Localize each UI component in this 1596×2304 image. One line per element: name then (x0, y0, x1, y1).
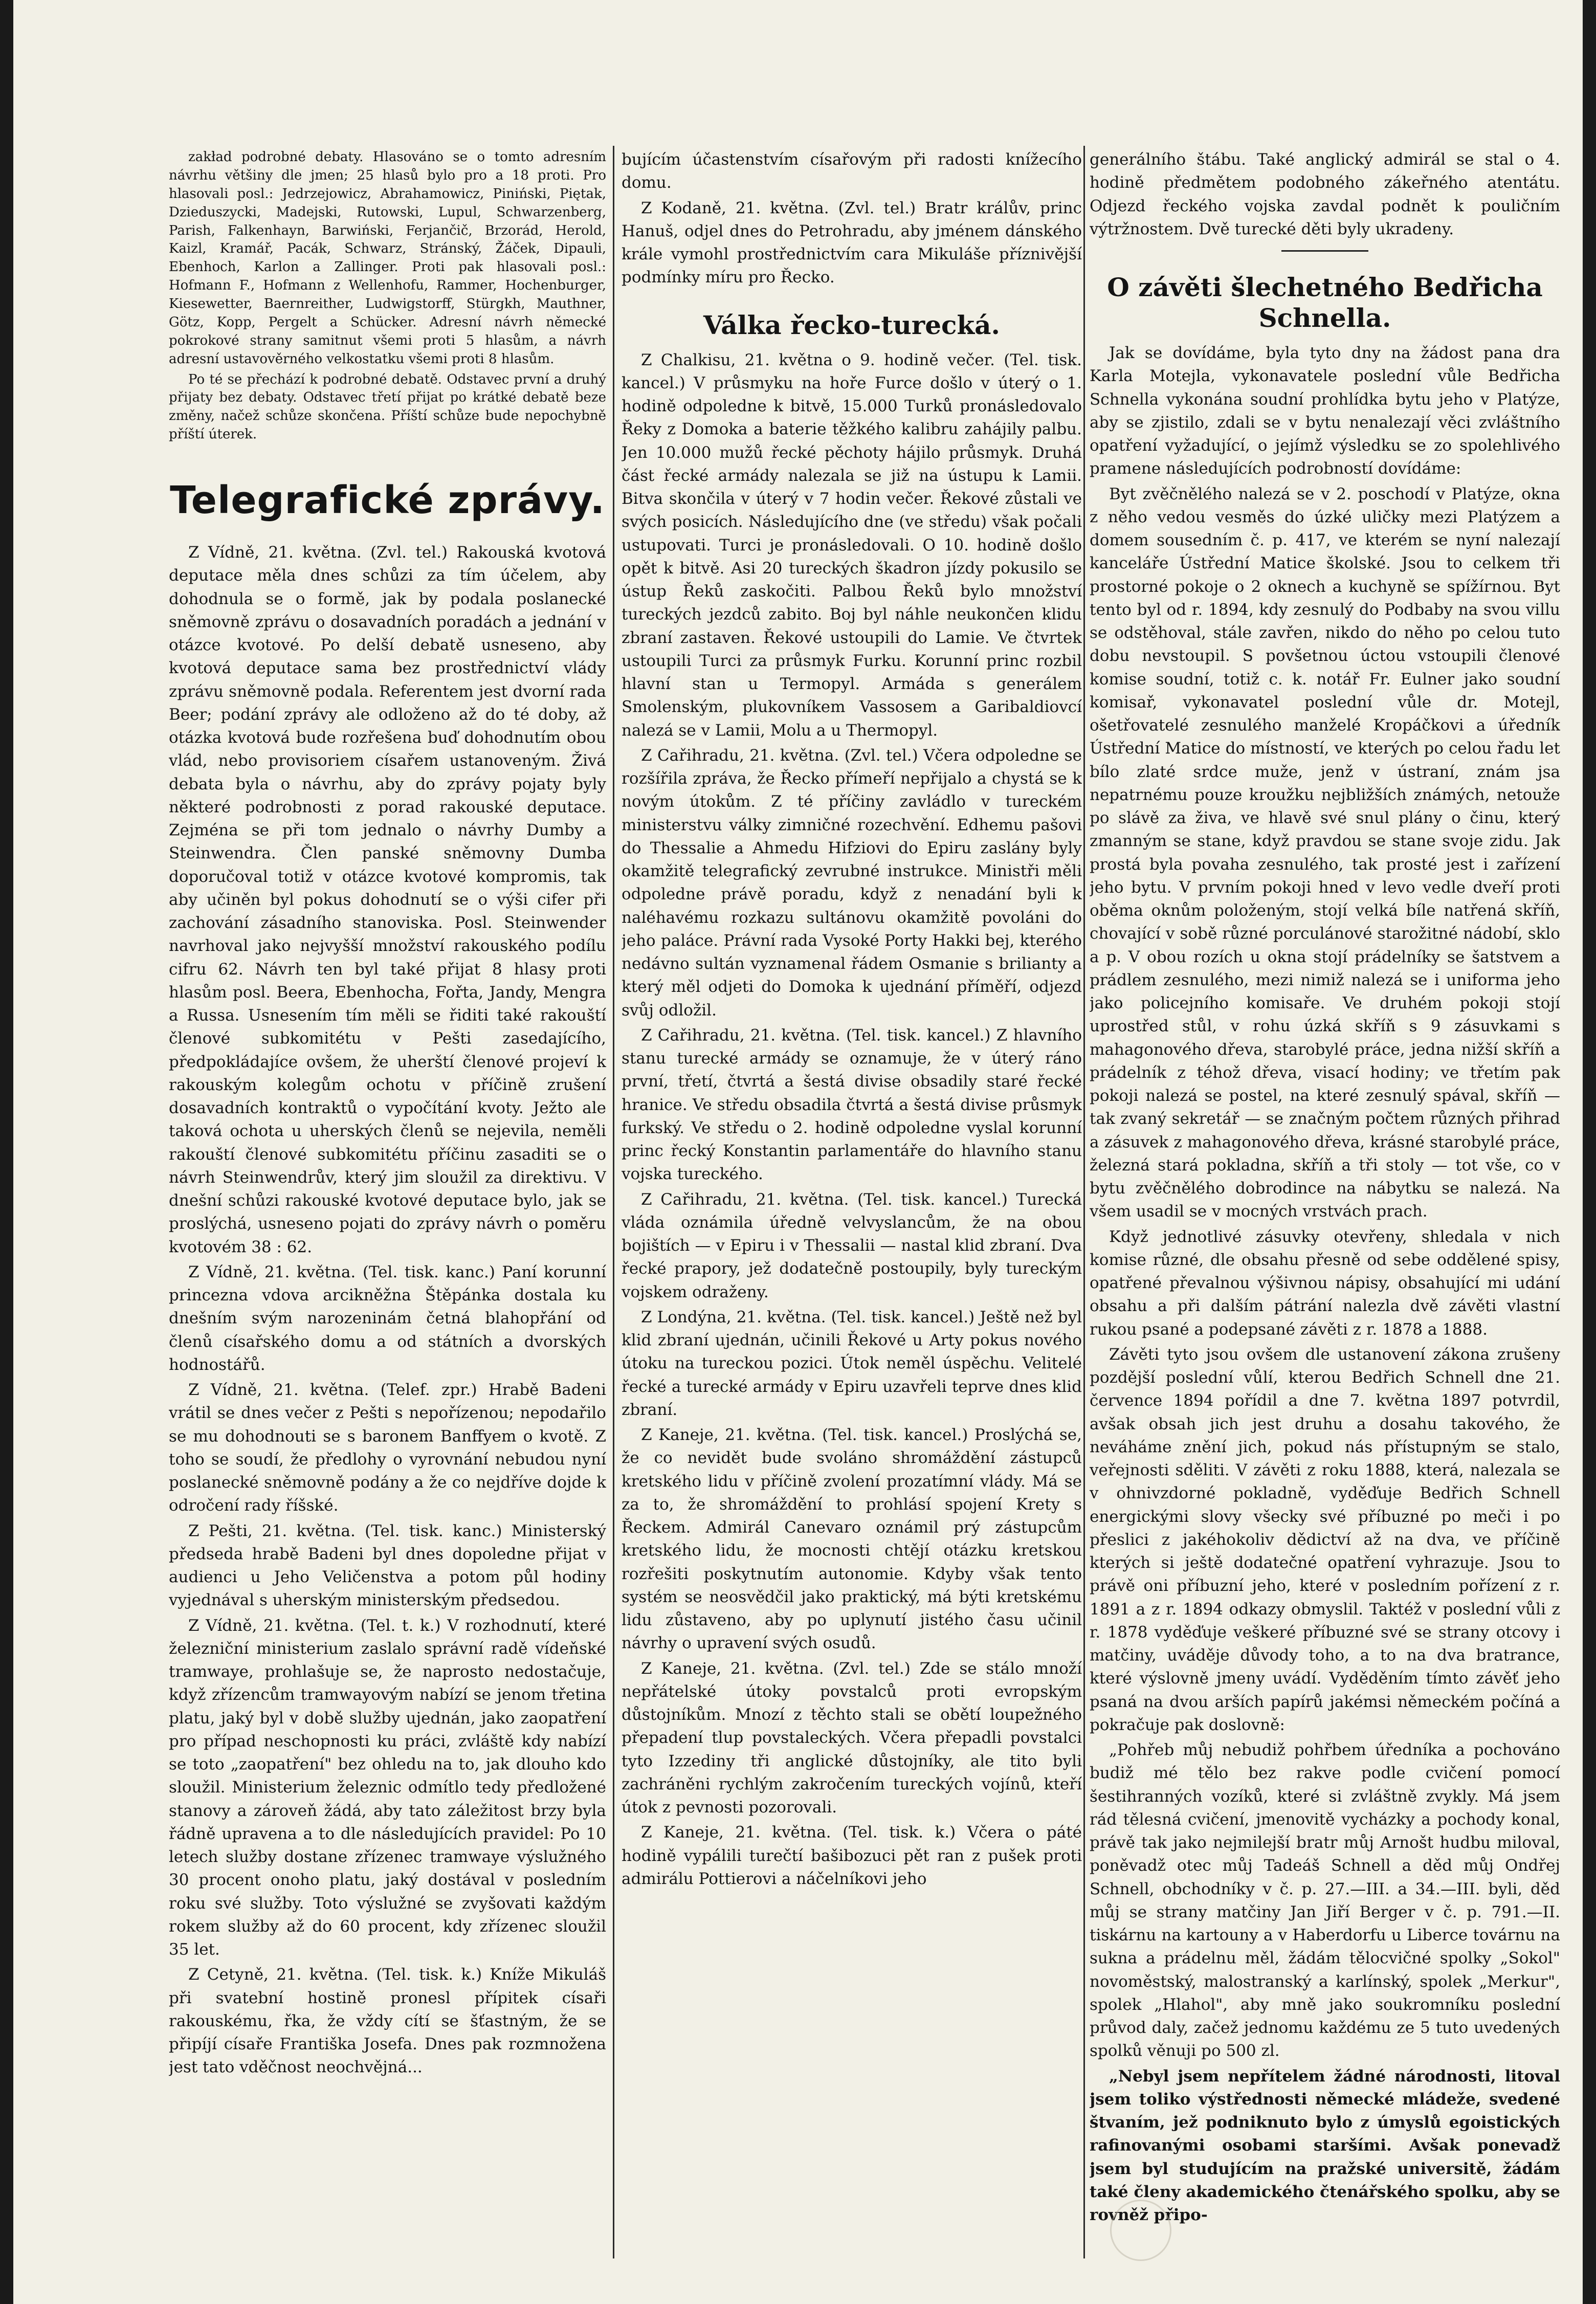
article-paragraph: Jak se dovídáme, byla tyto dny na žádost pana dra Karla Motejla, vykonavatele poslední vůle Bedřicha Schnella vykonána soudní prohlídka bytu jeho v Platýze, aby se zjistilo, zdali se v bytu nenalezají věci zvláštního opatření vyžadující, o jejímž výsledku se zo spolehlivého pramene následujících podrobností dovídáme: (1090, 344, 1560, 478)
telegram-item: Z Pešti, 21. května. (Tel. tisk. kanc.) Ministerský předseda hrabě Badeni byl dnes dopoledne přijat v audienci u Jeho Veličenstva a potom půl hodiny vyjednával s uherským ministerským předsedou. (169, 1521, 606, 1610)
article-paragraph: Když jednotlivé zásuvky otevřeny, shledala v nich komise různé, dle obsahu přesně od sebe oddělené spisy, opatřené převalnou výšivnou nápisy, obsahující mi udání obsahu a při dalším pátrání nalezla dvě závěti vlastní rukou psané a podepsané závěti z r. 1878 a 1888. (1090, 1227, 1560, 1339)
continued-text: bujícím účastenstvím císařovým při radosti knížecího domu. (622, 150, 1082, 192)
article-paragraph: „Pohřeb můj nebudiž pohřbem úředníka a pochováno budiž mé tělo bez rakve podle cvičení pomocí šestihranných vozíků, které si zvláštně zvykly. Má jsem rád tělesná cvičení, jmenovitě vycházky a pochody konal, právě tak jako nejmilejší bratr můj Arnošt hudbu miloval, poněvadž otec můj Tadeáš Schnell a děd můj Ondřej Schnell, obchodníky v č. p. 27.—III. a 34.—III. byli, děd můj se strany matčiny Jan Jiří Berger v č. p. 791.—II. tiskárnu na kartouny a v Haberdorfu u Liberce továrnu na sukna a prádelnu měl, žádám tělocvičné spolky „Sokol" novoměstský, malostranský a karlínský, spolek „Merkur", spolek „Hlahol", aby mně jako soukromníku poslední průvod daly, začež jednomu každému ze 5 tuto uvedených spolků věnuji po 500 zl. (1090, 1741, 1560, 2061)
war-report-item: Z Kaneje, 21. května. (Tel. tisk. kancel.) Proslýchá se, že co nevidět bude svoláno shromáždění zástupců kretského lidu v příčině zvolení prozatímní vlády. Má se za to, že shromáždění to prohlásí spojení Krety s Řeckem. Admirál Canevaro oznámil prý zástupcům kretského lidu, že mocnosti chtějí otázku kretskou rozřešiti poskytnutím autonomie. Kdyby však tento systém se neosvědčil jako praktický, má býti kretskému lidu zůstaveno, aby po uplynutí jistého času učinil návrhy o upravení svých osudů. (622, 1426, 1082, 1653)
war-report-item: Z Cařihradu, 21. května. (Tel. tisk. kancel.) Z hlavního stanu turecké armády se oznamuje, že v úterý ráno první, třetí, čtvrtá a šestá divise obsadily staré řecké hranice. Ve středu obsadila čtvrtá a šestá divise průsmyk furkský. Ve středu o 2. hodině odpoledne vyslal korunní princ řecký Konstantin parlamentáře do hlavního stanu vojska tureckého. (622, 1026, 1082, 1184)
column-divider (613, 146, 614, 2258)
war-report-item: Z Londýna, 21. května. (Tel. tisk. kancel.) Ještě než byl klid zbraní ujednán, učinili Řekové u Arty pokus nového útoku na tureckou pozici. Útok neměl úspěchu. Velitelé řecké a turecké armády v Epiru uzavřeli teprve dnes klid zbraní. (622, 1308, 1082, 1419)
telegram-item: Z Vídně, 21. května. (Telef. zpr.) Hrabě Badeni vrátil se dnes večer z Pešti s nepořízenou; nepodařilo se mu dohodnouti se s baronem Banffyem o kvotě. Z toho se soudí, že předlohy o vyrovnání nebudou nyní poslanecké sněmovně podány a že co nejdříve dojde k odročení rady říšské. (169, 1381, 606, 1515)
article-paragraph: „Nebyl jsem nepřítelem žádné národnosti, litoval jsem toliko výstřednosti německé mládeže, svedené štvaním, jež podniknuto bylo z úmyslů egoistických rafinovanými osobami staršími. Avšak ponevadž jsem byl studujícím na pražské universitě, žádám také členy akademického čtenářského spolku, aby se rovněž připo- (1090, 2067, 1560, 2224)
telegram-item: Z Cetyně, 21. května. (Tel. tisk. k.) Kníže Mikuláš při svatební hostině pronesl přípitek císaři rakouskému, řka, že vždy cítí se šťastným, že se připíjí císaře Františka Josefa. Dnes pak rozmnožena jest tato vděčnost neochvějná... (169, 1965, 606, 2077)
article-paragraph: Byt zvěčnělého nalezá se v 2. poschodí v Platýze, okna z něho vedou vesměs do úzké uličky mezi Platýzem a domem sousedním č. p. 417, ve kterém se nyní nalezají kanceláře Ústřední Matice školské. Jsou to celkem tři prostorné pokoje o 2 oknech a kuchyně se spížírnou. Byt tento byl od r. 1894, kdy zesnulý do Podbaby na svou villu se odstěhoval, stále zavřen, nikdo do něho po celou tuto dobu nevstoupil. S povšetnou úctou vstoupili členové komise soudní, totiž c. k. notář Fr. Eulner jako soudní komisař, vykonavatel poslední vůle dr. Motejl, ošetřovatelé zesnulého manželé Kropáčkovi a úředník Ústřední Matice do místností, ve kterých po celou řadu let bílo zlaté srdce muže, jenž v ústraní, znám jsa nepatrnému pouze kroužku nejbližších známých, netouže po slávě za živa, ve hlavě své snul plány o činu, který zmanným se stane, když pravdou se stane svoje zidu. Jak prostá byla povaha zesnulého, tak prosté jest i zařízení jeho bytu. V prvním pokoji hned v levo vedle dveří proti oběma oknům položeným, stojí velká bíle natřená skříň, chovající v sobě různé porculánové starožitné nádobí, sklo a p. V obou rozích u okna stojí prádelníky se šatstvem a prádlem zesnulého, mezi nimiž nalezá se i uniforma jeho jako policejního komisaře. Ve druhém pokoji stojí uprostřed stůl, v rohu úzká skříň s 9 zásuvkami s mahagonového dřeva, starobylé práce, jedna nižší skříň a prádelník z téhož dřeva, visací hodiny; ve třetím pak pokoji nalezá se postel, na které zesnulý spával, skříň — tak zvaný sekretář — se značným počtem různých přihrad a zásuvek z mahagonového dřeva, krásné starobylé práce, železná stará pokladna, skříň a tři stoly — tot vše, co v bytu zvěčnělého dobrodince na nábytku se nalezá. Na všem usadil se v mocných vrstvách prach. (1090, 484, 1560, 1221)
telegram-item: Z Vídně, 21. května. (Zvl. tel.) Rakouská kvotová deputace měla dnes schůzi za tím účelem, aby dohodnula se o formě, jak by podala poslanecké sněmovně zprávu o dosavadních poradách a jednání v otázce kvotové. Po delší debatě usneseno, aby kvotová deputace sama bez prostřednictví vlády zprávu sněmovně podala. Referentem jest dvorní rada Beer; podání zprávy ale odloženo až do té doby, až otázka kvotová bude rozřešena buď dohodnutím obou vlád, nebo provisoriem císařem ustanoveným. Živá debata byla o návrhu, aby do zprávy pojaty byly některé podrobnosti z porad rakouské deputace. Zejména se při tom jednalo o návrhy Dumby a Steinwendra. Člen panské sněmovny Dumba doporučoval totiž v otázce kvotové kompromis, tak aby učiněn byl pokus dohodnutí se o výši cifer při zachování zásadního stanoviska. Posl. Steinwender navrhoval jako nejvyšší množství rakouského podílu cifru 62. Návrh ten byl také přijat 8 hlasy proti hlasům posl. Beera, Ebenhocha, Fořta, Jandy, Mengra a Russa. Usnesením tím měli se řiditi také rakouští členové subkomitétu v Pešti zasedajícího, předpokládajíce ovšem, že uherští členové projeví k rakouským kolegům ochotu v příčině zrušení dosavadních kontraktů o vypočítání kvoty. Ježto ale taková ochota u uherských členů se nejevila, neměli rakouští členové subkomitétu příčinu zasaditi se o návrh Steinwendrův, který jim sloužil za direktivu. V dnešní schůzi rakouské kvotové deputace bylo, jak se proslýchá, usneseno pojati do zprávy návrh o poměru kvotovém 38 : 62. (169, 543, 606, 1256)
news-item-copenhagen: Z Kodaně, 21. května. (Zvl. tel.) Bratr králův, princ Hanuš, odjel dnes do Petrohradu, aby jménem dánského krále vymohl prostřednictvím cara Mikuláše příznivější podmínky míru pro Řecko. (622, 198, 1082, 287)
war-report-item: Z Cařihradu, 21. května. (Tel. tisk. kancel.) Turecká vláda oznámila úředně velvyslancům, že na obou bojištích — v Epiru i v Thessalii — nastal klid zbraní. Dva řecké prapory, jež dodatečně postoupily, byly tureckým vojskem odraženy. (622, 1190, 1082, 1301)
parliament-report-end: Po té se přechází k podrobné debatě. Odstavec první a druhý přijaty bez debaty. Odstavec třetí přijat po krátké debatě beze změny, načež schůze skončena. Příští schůze bude nepochybně příští úterek. (169, 371, 606, 442)
column-two (622, 148, 1082, 2251)
scan-right-edge (1583, 0, 1596, 2304)
separator-rule (1281, 250, 1368, 252)
parliament-report-text: zakład podrobné debaty. Hlasováno se o tomto adresním návrhu většiny dle jmen; 25 hlasů bylo pro a 18 proti. Pro hlasovali posl.: Jedrzejowicz, Abrahamowicz, Piniński, Piętak, Dzieduszycki, Madejski, Rutowski, Lupul, Schwarzenberg, Parish, Falkenhayn, Barwiński, Ferjančič, Brzorád, Herold, Kaizl, Kramář, Pacák, Schwarz, Stránský, Žáček, Dipauli, Ebenhoch, Karlon a Zallinger. Proti pak hlasovali posl.: Hofmann F., Hofmann z Wellenhofu, Rammer, Hochenburger, Kiesewetter, Baernreither, Ludwigstorff, Stürgkh, Mauthner, Götz, Kopp, Pergelt a Schücker. Adresní návrh německé pokrokové strany samitnut všemi proti 5 hlasům, a návrh adresní ustavověrného velkostatku všemi proti 8 hlasům. (169, 149, 606, 367)
article-paragraph: Závěti tyto jsou ovšem dle ustanovení zákona zrušeny pozdější poslední vůlí, kterou Bedřich Schnell dne 21. července 1894 pořídil a dne 7. května 1897 potvrdil, avšak obsah jich jest druhu a dosahu takového, že neváháme znění jich, pokud nás přístupným se stalo, veřejnosti sděliti. V závěti z roku 1888, která, nalezala se v ohnivzdorné pokladně, vyděďuje Bedřich Schnell energickými slovy všecky své příbuzné po meči i po přeslici z jakéhokoliv dědictví až na dva, ve příčině kterých si ještě dodatečné opatření vyhrazuje. Jsou to právě oni příbuzní jeho, které v posledním pořízení z r. 1891 a z r. 1894 odkazy obmyslil. Taktéž v poslední vůli z r. 1878 vyděďuje veškeré příbuzné své se strany otcovy i matčiny, uváděje důvody toho, a to na dva bratrance, které výslovně jmeny uvádí. Vyděděním tímto závěť jeho psaná na dvou arších papírů jakémsi německém počíná a pokračuje pak doslovně: (1090, 1345, 1560, 1734)
article-heading-will: O závěti šlechetného Bedřicha Schnella. (1107, 272, 1543, 333)
war-report-item: Z Cařihradu, 21. května. (Zvl. tel.) Včera odpoledne se rozšířila zpráva, že Řecko přímeří nepřijalo a chystá se k novým útokům. Z té příčiny zavládlo v tureckém ministerstvu války zimničné rozechvění. Edhemu pašovi do Thessalie a Ahmedu Hifziovi do Epiru zaslány byly okamžitě telegrafický zevrubné instrukce. Ministři měli odpoledne právě poradu, když z nenadání byli k naléhavému rozkazu sultánovu okamžitě povoláni do jeho paláce. Právní rada Vysoké Porty Hakki bej, kterého nedávno sultán vyznamenal řádem Osmanie s brilianty a který měl odjeti do Domoka k ujednání příměří, odjezd svůj odložil. (622, 746, 1082, 1020)
library-stamp (1110, 2200, 1171, 2261)
war-report-item: Z Chalkisu, 21. května o 9. hodině večer. (Tel. tisk. kancel.) V průsmyku na hoře Furce došlo v úterý o 1. hodině odpoledne k bitvě, 15.000 Turků pronásledovalo Řeky z Domoka a baterie těžkého kalibru zahájily palbu. Jen 10.000 mužů řecké pěchoty hájilo průsmyk. Druhá část řecké armády nalezala se již na ústupu k Lamii. Bitva skončila v úterý v 7 hodin večer. Řekové zůstali ve svých posicích. Následujícího dne (ve středu) však počali ustupovati. Turci je pronásledovali. O 10. hodině došlo opět k bitvě. Asi 20 tureckých škadron jízdy pokusilo se ústup Řeků zaskočiti. Palbou Řeků bylo množství tureckých jezdců zabito. Boj byl náhle neukončen klidu zbraní zastaven. Řekové ustoupili do Lamie. Ve čtvrtek ustoupili Turci za průsmyk Furku. Korunní princ rozbil hlavní stan u Termopyl. Armáda s generálem Smolenským, plukovníkem Vassosem a Garibaldiovcí nalezá se v Lamii, Molu a u Thermopyl. (622, 350, 1082, 740)
telegram-item: Z Vídně, 21. května. (Tel. tisk. kanc.) Paní korunní princezna vdova arcikněžna Štěpánka dostala ku dnešním svým narozeninám četná blahopřání od členů císařského domu a od státních a dvorských hodnostářů. (169, 1262, 606, 1374)
column-one (169, 148, 606, 2251)
column-divider (1083, 146, 1085, 2258)
section-heading-telegrams: Telegrafické zprávy. (170, 478, 605, 522)
telegram-item: Z Vídně, 21. května. (Tel. t. k.) V rozhodnutí, které železniční ministerium zaslalo správní radě vídeňské tramwaye, prohlašuje se, že naprosto nedostačuje, když zřízencům tramwayovým nabízí se jenom třetina platu, jaký byl v době služby ujednán, jako zaopatření pro případ neschopnosti ku práci, zvláště kdy nabízí se toto „zaopatření" bez ohledu na to, jak dlouho kdo sloužil. Ministerium železnic odmítlo tedy předložené stanovy a zároveň žádá, aby tato záležitost brzy byla řádně upravena a to dle následujících pravidel: Po 10 letech služby dostane zřízenec tramwaye výslužného 30 procent onoho platu, jaký dostával v posledním roku své služby. Toto výslužné se zvyšovati každým rokem služby až do 60 procent, kdy zřízenec sloužil 35 let. (169, 1616, 606, 1959)
war-report-item: Z Kaneje, 21. května. (Tel. tisk. k.) Včera o páté hodině vypálili turečtí bašibozuci pět ran z pušek proti admirálu Pottierovi a náčelníkovi jeho (622, 1823, 1082, 1888)
column-three (1090, 148, 1560, 2251)
scan-left-edge (0, 0, 13, 2304)
section-heading-war: Válka řecko-turecká. (703, 309, 1000, 340)
continued-text: generálního štábu. Také anglický admirál se stal o 4. hodině předmětem podobného zákeřného atentátu. Odjezd řeckého vojska zavdal podnět k pouličním výtržnostem. Dvě turecké děti byly ukradeny. (1090, 150, 1560, 238)
war-report-item: Z Kaneje, 21. května. (Zvl. tel.) Zde se stálo množí nepřátelské útoky povstalců proti evropským důstojníkům. Mnozí z těchto stali se obětí loupežného přepadení tlup povstaleckých. Včera přepadli povstalci tyto Izzediny tři anglické důstojníky, ale tito byli zachráněni rychlým zakročením tureckých vojínů, kteří útok z pevnosti pozorovali. (622, 1659, 1082, 1816)
